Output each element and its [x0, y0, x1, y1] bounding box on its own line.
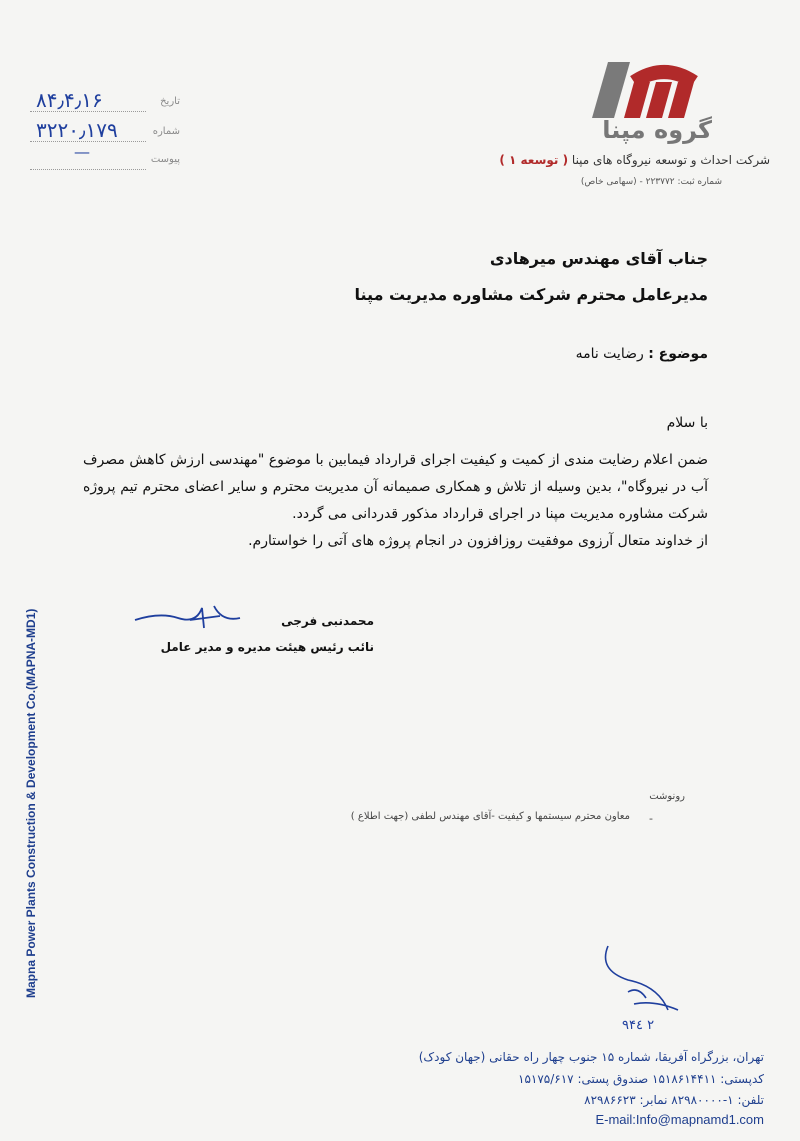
footer-email: E-mail:Info@mapnamd1.com	[595, 1112, 764, 1127]
addressee-line-2: مدیرعامل محترم شرکت مشاوره مدیریت مپنا	[354, 285, 708, 304]
footer-address: تهران، بزرگراه آفریقا، شماره ۱۵ جنوب چهار راه حقانی (جهان کودک)	[418, 1050, 764, 1064]
company-name-suffix: ( توسعه ۱ )	[499, 153, 569, 167]
number-value: ۳۲۲۰٫۱۷۹	[36, 118, 118, 142]
body-paragraph-2: از خداوند متعال آرزوی موفقیت روزافزون در انجام پروژه های آتی را خواستارم.	[248, 533, 708, 549]
attachment-value: —	[74, 142, 91, 161]
body-paragraph-1: ضمن اعلام رضایت مندی از کمیت و کیفیت اجرای قرارداد فیمابین با موضوع "مهندسی ارزش کاهش مصرف آب در نیروگاه"، بدین وسیله از تلاش و همکاری صمیمانه آن مدیریت محترم و سایر اعضای محترم تیم پروژه شرکت مشاوره مدیریت مپنا در اجرای قرارداد مذکور قدردانی می گردد.	[83, 452, 708, 522]
signer-title: نائب رئیس هیئت مدیره و مدیر عامل	[160, 640, 374, 654]
date-line	[30, 111, 146, 112]
registration-number: شماره ثبت: ۲۲۳۷۷۲ - (سهامی خاص)	[580, 177, 722, 187]
number-row	[30, 118, 180, 144]
cc-dash: -	[649, 812, 653, 825]
company-name	[499, 153, 770, 167]
signature-icon	[130, 598, 250, 638]
stamp-number: ۹۴٤ ۲	[622, 1018, 655, 1033]
attachment-row	[30, 142, 180, 172]
number-label: شماره	[152, 126, 180, 137]
logo-text: گروه مپنا	[602, 116, 712, 144]
attachment-line	[30, 169, 146, 170]
date-value: ۸۴٫۴٫۱۶	[36, 88, 103, 112]
greeting: با سلام	[666, 415, 708, 431]
footer-postal: کدپستی: ۱۵۱۸۶۱۴۴۱۱ صندوق پستی: ۱۵۱۷۵/۶۱۷	[518, 1072, 764, 1086]
letter-body	[83, 447, 708, 555]
date-row	[30, 88, 180, 114]
cc-item: معاون محترم سیستمها و کیفیت -آقای مهندس لطفی (جهت اطلاع )	[350, 811, 630, 822]
side-company-text: Mapna Power Plants Construction & Development Co.(MAPNA-MD1)	[24, 608, 38, 998]
signer-name: محمدنبی فرجی	[281, 614, 374, 628]
subject-label: موضوع :	[648, 346, 708, 362]
company-name-prefix: شرکت احداث و توسعه نیروگاه های مپنا	[571, 153, 770, 167]
addressee-line-1: جناب آقای مهندس میرهادی	[489, 249, 708, 268]
attachment-label: پیوست	[150, 154, 180, 165]
side-text-wrap	[14, 568, 38, 998]
handwritten-note-icon	[598, 940, 698, 1020]
footer-phone: تلفن: ۱-۸۲۹۸۰۰۰۰ نمابر: ۸۲۹۸۶۶۲۳	[584, 1093, 764, 1107]
mapna-logo-icon	[578, 60, 728, 120]
subject-value: رضایت نامه	[575, 346, 644, 362]
subject	[576, 346, 708, 362]
date-label: تاریخ	[160, 96, 180, 107]
cc-label: رونوشت	[649, 791, 685, 802]
